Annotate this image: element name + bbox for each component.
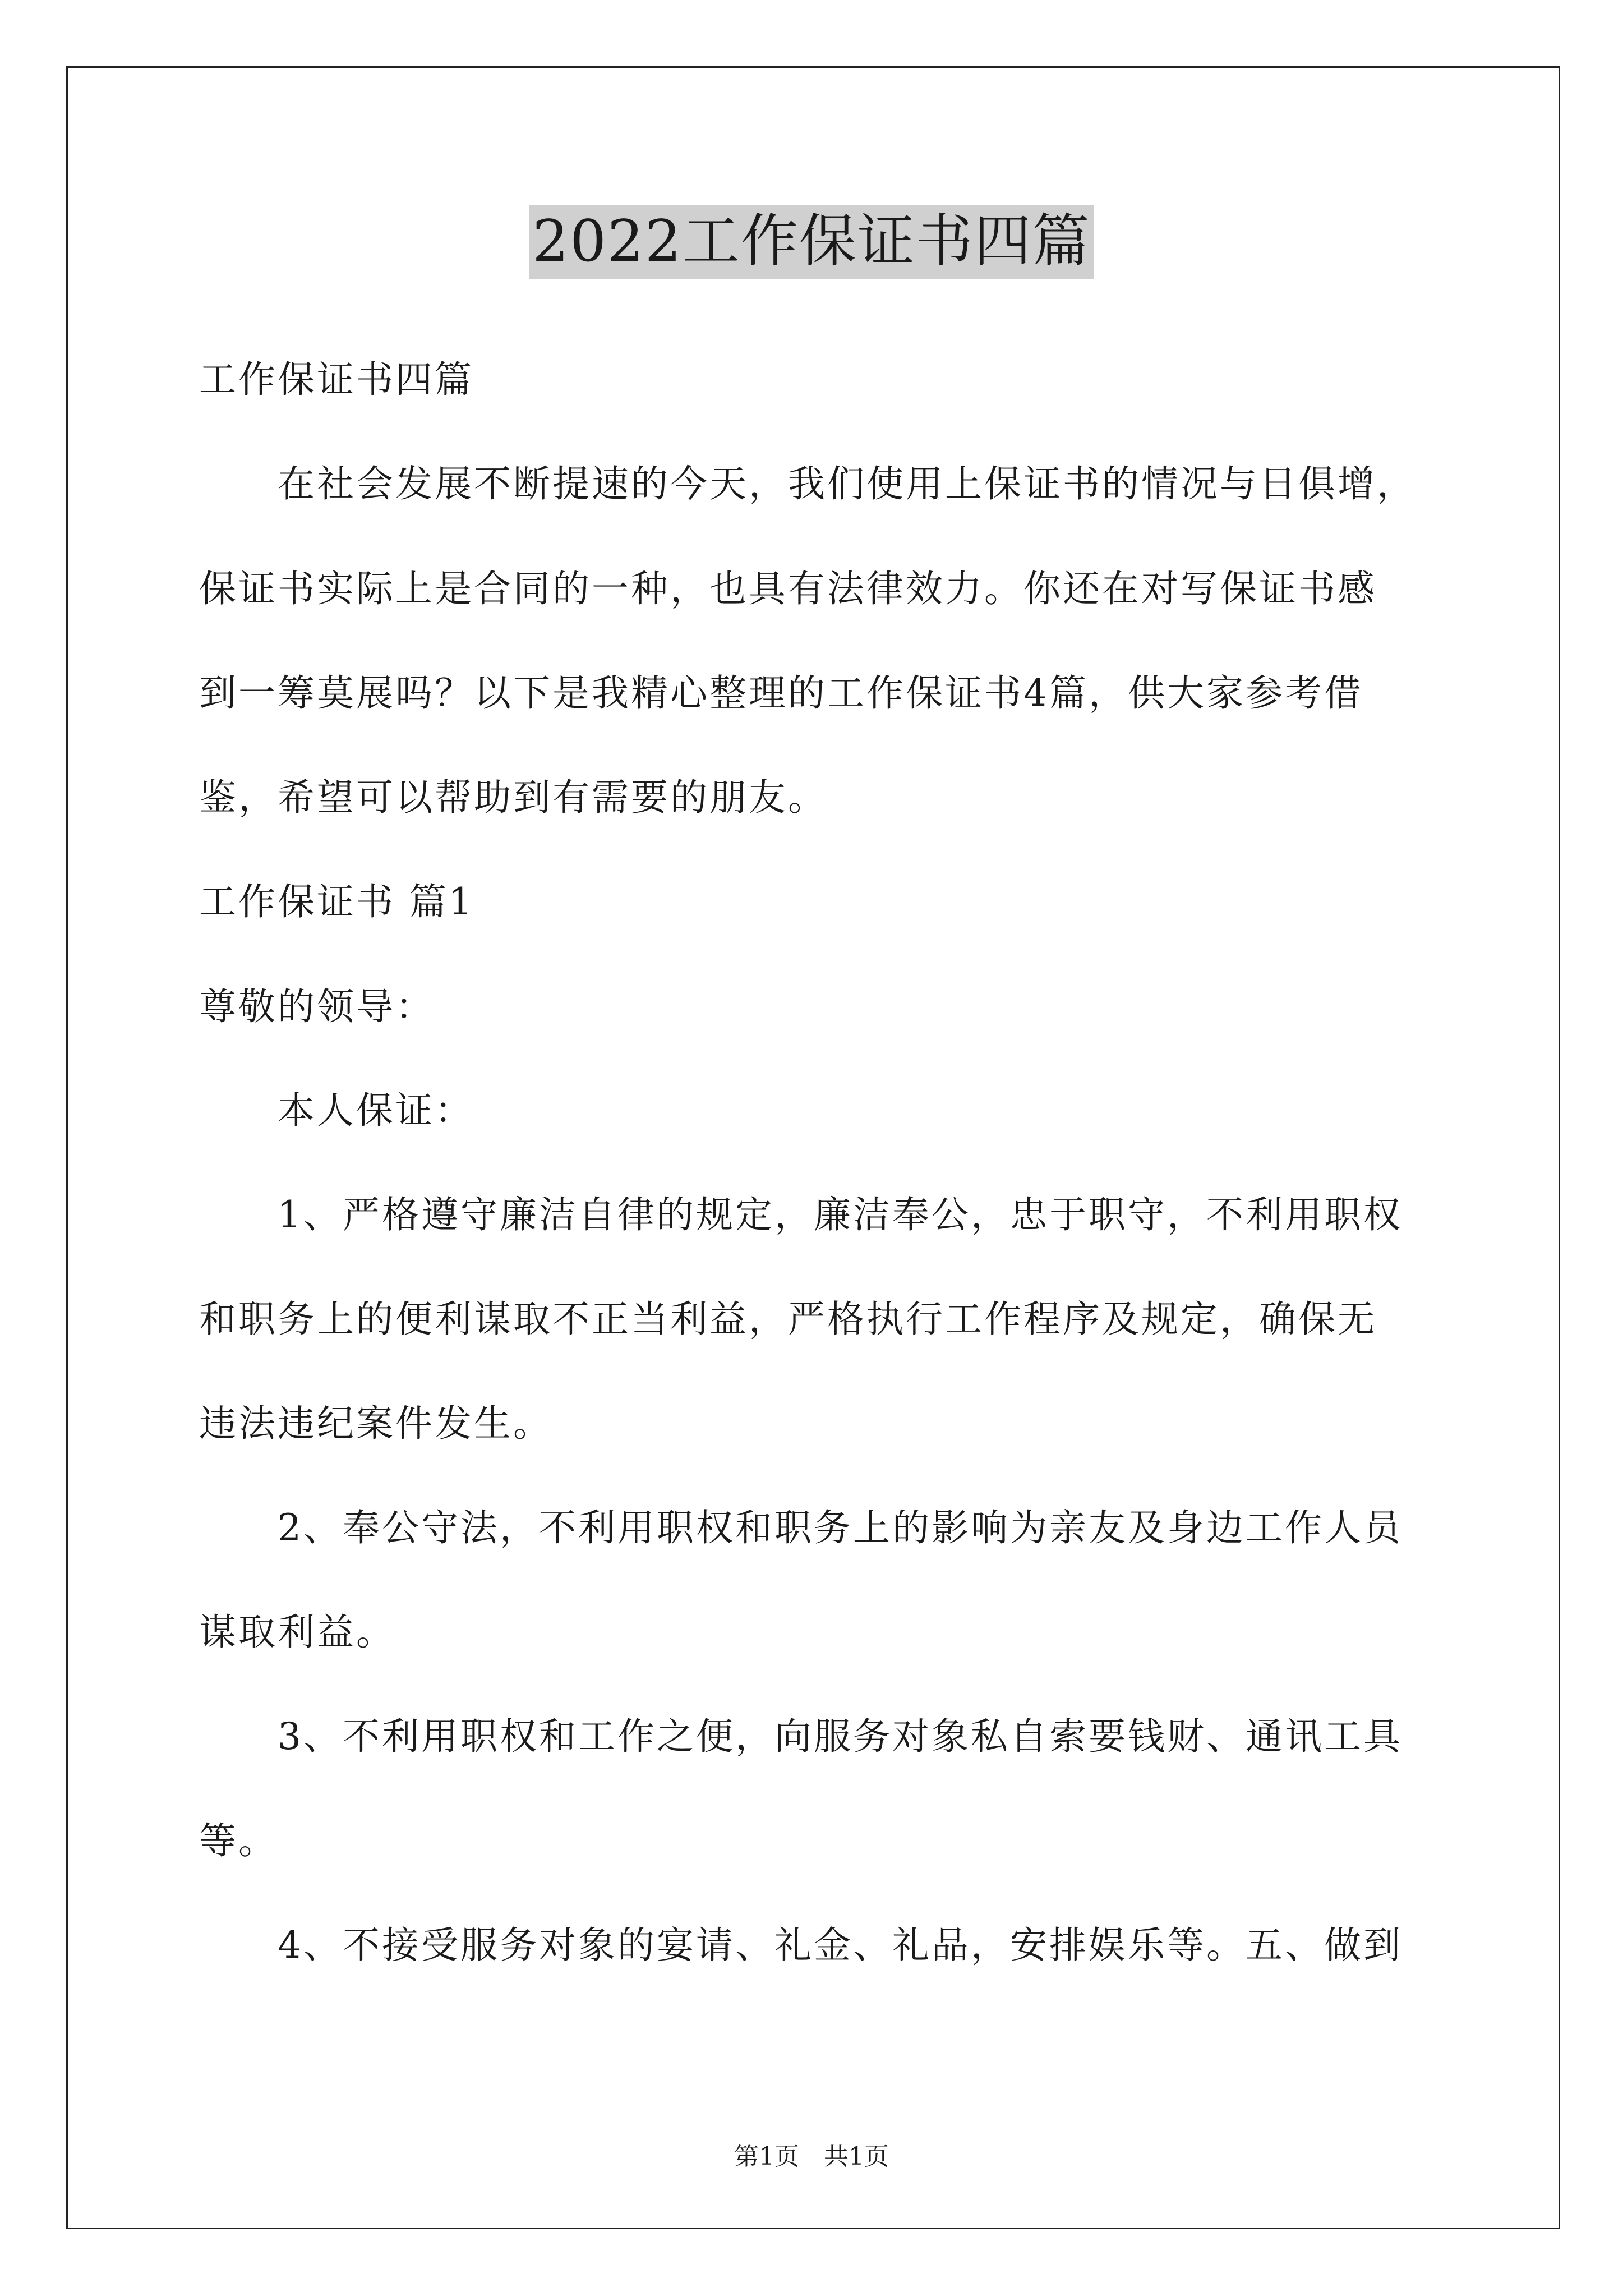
body-line: 谋取利益。 <box>199 1611 395 1654</box>
body-line: 2、奉公守法，不利用职权和职务上的影响为亲友及身边工作人员 <box>199 1506 1403 1549</box>
body-line: 保证书实际上是合同的一种，也具有法律效力。你还在对写保证书感 <box>199 567 1377 610</box>
subtitle-line: 工作保证书四篇 <box>199 358 474 401</box>
section-heading: 工作保证书 篇1 <box>199 880 474 923</box>
title-container <box>0 205 1623 279</box>
body-line: 4、不接受服务对象的宴请、礼金、礼品，安排娱乐等。五、做到 <box>199 1924 1403 1967</box>
body-line: 1、严格遵守廉洁自律的规定，廉洁奉公，忠于职守，不利用职权 <box>199 1193 1403 1236</box>
body-line: 违法违纪案件发生。 <box>199 1402 552 1445</box>
body-line: 在社会发展不断提速的今天，我们使用上保证书的情况与日俱增， <box>199 462 1416 505</box>
page-footer: 第1页 共1页 <box>734 2142 889 2171</box>
body-line: 等。 <box>199 1819 278 1862</box>
body-line: 和职务上的便利谋取不正当利益，严格执行工作程序及规定，确保无 <box>199 1297 1377 1341</box>
body-line: 3、不利用职权和工作之便，向服务对象私自索要钱财、通讯工具 <box>199 1715 1403 1758</box>
body-line: 本人保证： <box>199 1089 474 1132</box>
document-title: 2022工作保证书四篇 <box>529 205 1094 279</box>
salutation-line: 尊敬的领导： <box>199 985 435 1028</box>
body-line: 鉴，希望可以帮助到有需要的朋友。 <box>199 776 827 819</box>
body-line: 到一筹莫展吗？以下是我精心整理的工作保证书4篇，供大家参考借 <box>199 671 1363 715</box>
